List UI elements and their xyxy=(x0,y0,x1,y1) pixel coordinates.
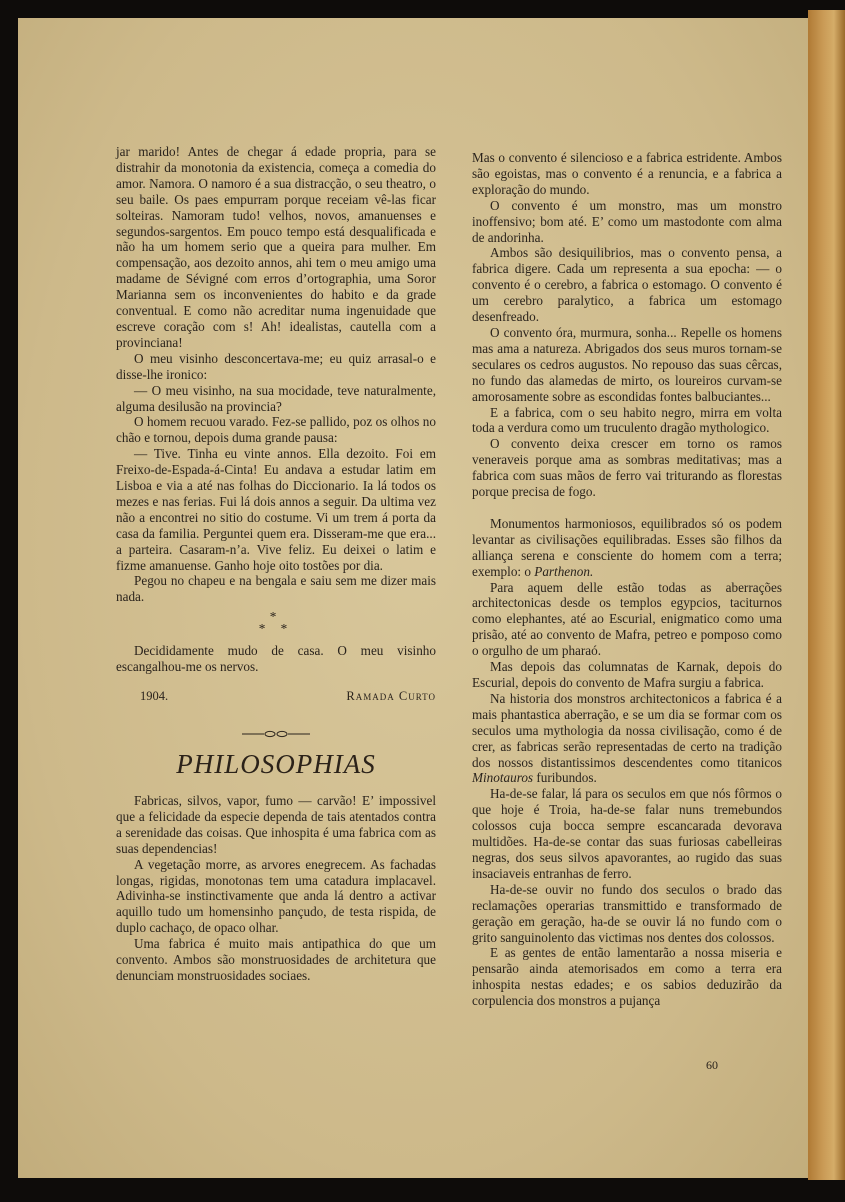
text: Monumentos harmoniosos, equilibrados só os podem levantar as civilisações equilibradas. Esses são filhos da alliança serena e consciente do homem com a terra; exemplo: o xyxy=(472,515,782,579)
paragraph: O convento deixa crescer em torno os ramos veneraveis porque ama as sombras meditativas; mas a fabrica com suas mãos de ferro vai triturando as florestas porque precisa de fogo. xyxy=(472,436,782,500)
paragraph: O convento óra, murmura, sonha... Repelle os homens mas ama a natureza. Abrigados dos seus muros tornam-se seculares os cedros augustos. No repouso das suas cêrcas, no fundo das alamedas de mirto, os loureiros curvam-se amorosamente sobre as escondidas fontes balbuciantes... xyxy=(472,324,782,404)
paragraph: Para aquem delle estão todas as aberrações architectonicas desde os templos egypcios, taciturnos como elephantes, até ao Escurial, enigmatico como uma prisão, até ao convento de Mafra, petreo e pomposo como o orgulho de um pharaó. xyxy=(472,579,782,659)
paragraph: Ha-de-se ouvir no fundo dos seculos o brado das reclamações operarias transmittido e transformado de geração em geração, ha-de se ouvir lá no fundo com o grito sanguinolento das victimas nos dentes dos colossos. xyxy=(472,881,782,945)
text: Na historia dos monstros architectonicos a fabrica é a mais phantastica aberração, e se um dia se formar com os seculos uma mythologia da nossa civilisação, como é de crer, as fabricas serão representadas de certo na tradição dos nossos distantissimos descendentes como titanicos xyxy=(472,690,782,770)
asterism-bottom: * * xyxy=(258,621,294,637)
paragraph: Pegou no chapeu e na bengala e saiu sem me dizer mais nada. xyxy=(116,573,436,605)
closing-paragraph: Decididamente mudo de casa. O meu visinho escangalhou-me os nervos. xyxy=(116,643,436,675)
paragraph: E as gentes de então lamentarão a nossa miseria e pensarão ainda atemorisados em como a terra era inhospita nestas edades; e os sabios deduzirão da corpulencia dos monstros a pujança xyxy=(472,945,782,1009)
paragraph: Mas o convento é silencioso e a fabrica estridente. Ambos são egoistas, mas o convento é a renuncia, e a fabrica a exploração do mundo. xyxy=(472,150,782,197)
paragraph: Ha-de-se falar, lá para os seculos em que nós fôrmos o que hoje é Troia, ha-de-se falar nuns tremebundos colossos cuja bocca sempre escancarada devorava multidões. Ha-de-se contar das suas furiosas cabelleiras negras, dos seus silvos apavorantes, ao rugido das suas insaciaveis entranhas de ferro. xyxy=(472,786,782,881)
paragraph: O meu visinho desconcertava-me; eu quiz arrasal-o e disse-lhe ironico: xyxy=(116,350,436,382)
right-column xyxy=(472,150,782,1009)
paragraph: Fabricas, silvos, vapor, fumo — carvão! E’ impossivel que a felicidade da especie dependa de tais atentados contra a serenidade das coisas. Que inhospita é uma fabrica com as suas dependencias! xyxy=(116,793,436,856)
paragraph: Mas depois das columnatas de Karnak, depois do Escurial, depois do convento de Mafra surgiu a fabrica. xyxy=(472,659,782,690)
ornament-divider xyxy=(240,729,312,739)
page-number: 60 xyxy=(706,1058,718,1072)
paragraph: — O meu visinho, na sua mocidade, teve naturalmente, alguma desilusão na provincia? xyxy=(116,382,436,414)
left-column xyxy=(116,144,436,984)
paragraph: jar marido! Antes de chegar á edade propria, para se distrahir da monotonia da existencia, começa a comedia do amor. Namora. O namoro é a sua distracção, o seu theatro, o seu baile. Os paes empurram porque receiam vê-las ficar solteiras. Namoram tudo! velhos, novos, amanuenses e segundos-sargentos. Em pouco tempo está desqualificada e não ha um homem serio que a queira para mulher. Em compensação, aos dezoito annos, ahi tem o meu amigo uma madame de Sévigné com erros d’ortographia, uma Soror Marianna sem os inconvenientes do habito e da grade conventual. E como não acreditar numa ingenuidade que escreve coração com s! Ah! idealistas, cautella com a provinciana! xyxy=(116,144,436,350)
asterism-top: * xyxy=(269,609,283,625)
date: 1904. xyxy=(140,689,169,704)
paragraph: — Tive. Tinha eu vinte annos. Ella dezoito. Foi em Freixo-de-Espada-á-Cinta! Eu andava a estudar latim em Lisboa e via a até nas folhas do Diccionario. Ia lá todos os mezes e nas ferias. Fui lá dois annos a seguir. Da ultima vez não a encontrei no sitio do costume. Vi um trem á porta da casa da familia. Perguntei quem era. Disseram-me que era... a parteira. Casaram-n’a. Vive feliz. Eu deixei o latim e fizme amanuense. Ganho hoje oito tostões por dia. xyxy=(116,446,436,573)
emphasis: Minotauros xyxy=(472,770,534,786)
paragraph: E a fabrica, com o seu habito negro, mirra em volta toda a verdura como um truculento dragão mythologico. xyxy=(472,404,782,436)
signature-row xyxy=(116,689,436,705)
paragraph: O convento é um monstro, mas um monstro inoffensivo; bom até. E’ como um mastodonte com alma de andorinha. xyxy=(472,197,782,245)
paragraph xyxy=(472,691,782,786)
paragraph: O homem recuou varado. Fez-se pallido, poz os olhos no chão e tornou, depois duma grande pausa: xyxy=(116,414,436,446)
paragraph: Ambos são desiquilibrios, mas o convento pensa, a fabrica digere. Cada um representa a sua epocha: — o convento é o cerebro, a fabrica o estomago. O convento é um cerebro paralytico, a fabrica um estomago desenfreado. xyxy=(472,245,782,325)
paragraph xyxy=(472,516,782,580)
paragraph: Uma fabrica é muito mais antipathica do que um convento. Ambos são monstruosidades de architetura que denunciam monstruosidades sociaes. xyxy=(116,936,436,983)
author-name: Ramada Curto xyxy=(346,689,436,704)
paragraph: A vegetação morre, as arvores enegrecem. As fachadas longas, rigidas, monotonas tem uma catadura implacavel. Adivinha-se instinctivamente que anda lá dentro a activar aquillo tudo um homensinho pançudo, de testa rispida, de duplo cachaço, de opaco olhar. xyxy=(116,856,436,936)
book-spine-edge xyxy=(808,10,845,1180)
section-title: PHILOSOPHIAS xyxy=(176,749,376,779)
text: furibundos. xyxy=(533,770,597,786)
asterism xyxy=(116,611,436,635)
emphasis: Parthenon. xyxy=(534,563,594,579)
